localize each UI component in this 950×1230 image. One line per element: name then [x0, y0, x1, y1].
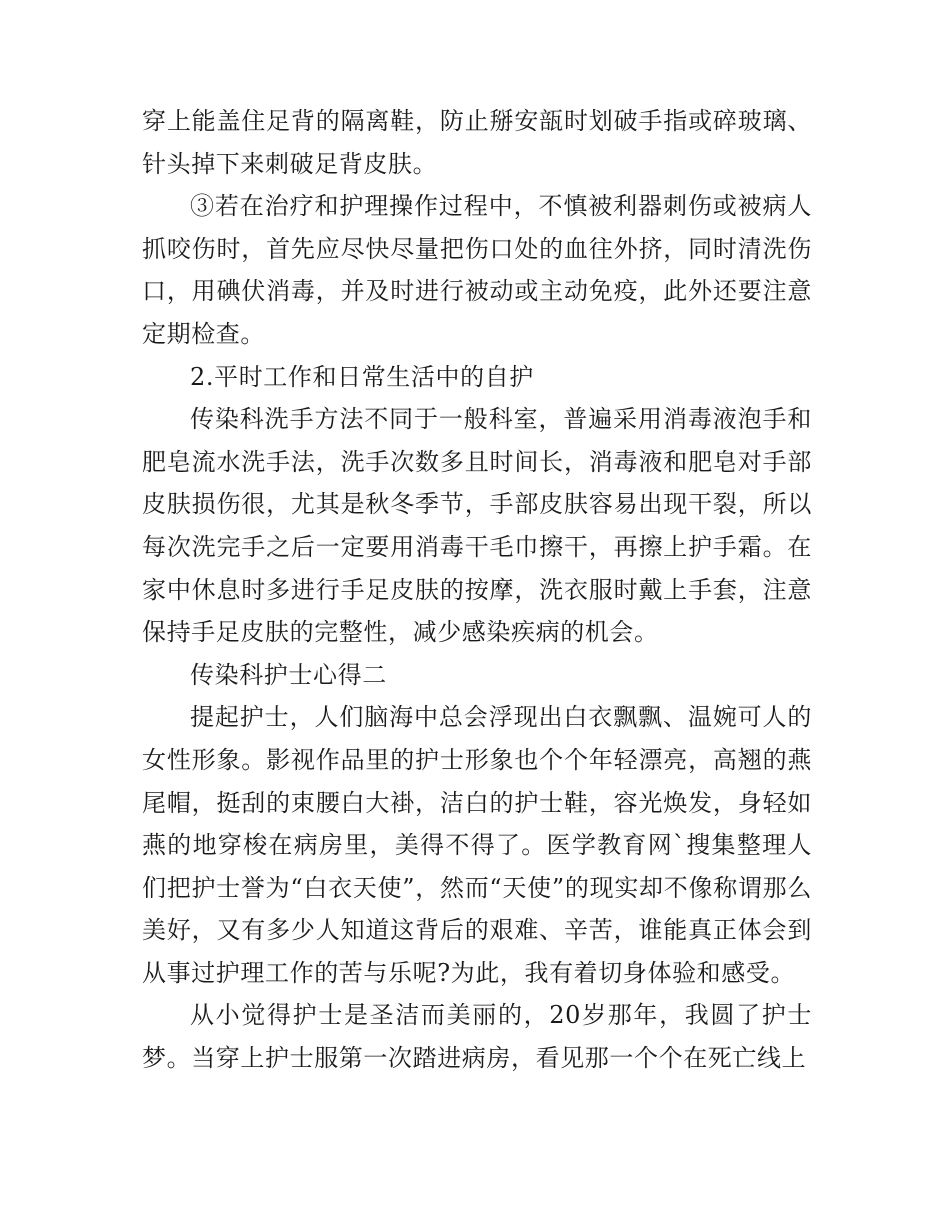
paragraph-nurse-dream: 从小觉得护士是圣洁而美丽的，20岁那年，我圆了护士梦。当穿上护士服第一次踏进病房，看见那一个个在死亡线上	[142, 1001, 812, 1073]
paragraph-sharps-injury: ③若在治疗和护理操作过程中，不慎被利器刺伤或被病人抓咬伤时，首先应尽快尽量把伤口处的血往外挤，同时清洗伤口，用碘伏消毒，并及时进行被动或主动免疫，此外还要注意定期检查。	[142, 192, 812, 348]
paragraph-hand-washing: 传染科洗手方法不同于一般科室，普遍采用消毒液泡手和肥皂流水洗手法，洗手次数多且时间长，消毒液和肥皂对手部皮肤损伤很，尤其是秋冬季节，手部皮肤容易出现干裂，所以每次洗完手之后一定要用消毒干毛巾擦干，再擦上护手霜。在家中休息时多进行手足皮肤的按摩，洗衣服时戴上手套，注意保持手足皮肤的完整性，减少感染疾病的机会。	[142, 405, 812, 647]
section-heading-self-protection: 2.平时工作和日常生活中的自护	[190, 362, 534, 391]
paragraph-isolation-shoes: 穿上能盖住足背的隔离鞋，防止掰安瓿时划破手指或碎玻璃、针头掉下来刺破足背皮肤。	[142, 107, 812, 178]
document-body	[142, 100, 812, 1080]
paragraph-nurse-image: 提起护士，人们脑海中总会浮现出白衣飘飘、温婉可人的女性形象。影视作品里的护士形象也个个年轻漂亮，高翘的燕尾帽，挺刮的束腰白大褂，洁白的护士鞋，容光焕发，身轻如燕的地穿梭在病房里，美得不得了。医学教育网`搜集整理人们把护士誉为“白衣天使”，然而“天使”的现实却不像称谓那么美好，又有多少人知道这背后的艰难、辛苦，谁能真正体会到从事过护理工作的苦与乐呢?为此，我有着切身体验和感受。	[142, 703, 812, 987]
section-heading-nurse-experience-two: 传染科护士心得二	[190, 660, 387, 689]
